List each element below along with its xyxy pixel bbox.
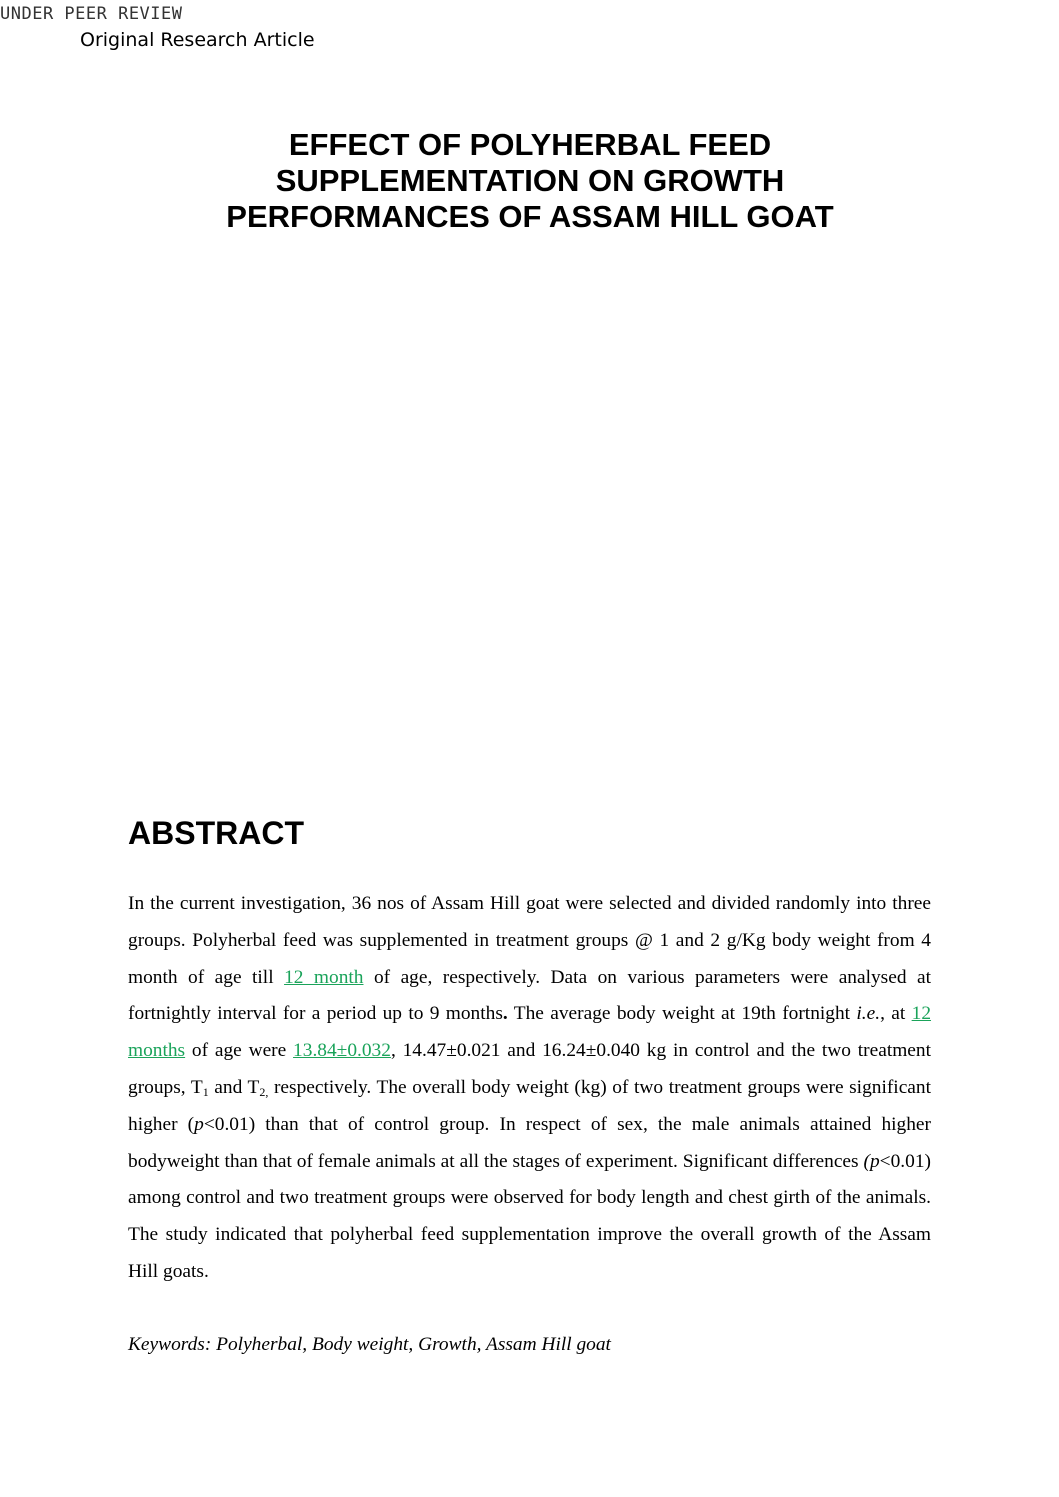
abstract-text-2: of age, respectively. Data on various parameters were analysed at fortnightly interval for a period up to 9 months <box>128 966 931 1025</box>
abstract-body <box>128 886 931 1291</box>
abstract-italic-ie: i.e. <box>856 1003 881 1025</box>
abstract-heading: ABSTRACT <box>128 815 304 851</box>
link-12-month[interactable]: 12 month <box>284 966 364 988</box>
abstract-italic-paren: ( <box>863 1150 870 1172</box>
article-type-label: Original Research Article <box>80 29 315 51</box>
abstract-text-7: and T <box>208 1076 260 1098</box>
abstract-text-10: <0.01) among control and two treatment groups were observed for body length and chest girth of the animals. The study indicated that polyherbal feed supplementation improve the overall growth of the Assam Hill goats. <box>128 1150 931 1282</box>
abstract-text-6: , 14.47±0.021 and 16.24±0.040 kg in control and the two treatment groups, T <box>128 1040 931 1098</box>
title-line-1: EFFECT OF POLYHERBAL FEED <box>288 127 772 162</box>
keywords-line: Keywords: Polyherbal, Body weight, Growth, Assam Hill goat <box>128 1334 611 1355</box>
title-line-2: SUPPLEMENTATION ON GROWTH <box>275 163 785 198</box>
abstract-text-5: of age were <box>185 1040 294 1062</box>
abstract-italic-p-1: p <box>194 1113 204 1135</box>
abstract-bold-period: . <box>502 1003 508 1025</box>
abstract-text-3: The average body weight at 19th fortnight <box>507 1003 857 1025</box>
subscript-t2: 2, <box>259 1084 269 1099</box>
abstract-text-4: , at <box>880 1003 912 1025</box>
link-12-months[interactable]: 12 months <box>128 1003 932 1062</box>
link-body-weight-value[interactable]: 13.84±0.032 <box>293 1040 391 1062</box>
paper-title <box>150 127 910 235</box>
title-line-3: PERFORMANCES OF ASSAM HILL GOAT <box>226 199 834 234</box>
subscript-t1: 1 <box>202 1084 209 1099</box>
abstract-italic-p-2: p <box>869 1150 880 1172</box>
abstract-text-8: respectively. The overall body weight (kg) of two treatment groups were significant higher ( <box>128 1076 931 1135</box>
peer-review-stamp: UNDER PEER REVIEW <box>0 4 183 24</box>
abstract-text-1: In the current investigation, 36 nos of Assam Hill goat were selected and divided randomly into three groups. Polyherbal feed was supplemented in treatment groups @ 1 and 2 g/Kg body weight from 4 month of age till <box>128 893 931 988</box>
abstract-text-9: <0.01) than that of control group. In respect of sex, the male animals attained higher bodyweight than that of female animals at all the stages of experiment. Significant differences <box>128 1113 931 1172</box>
